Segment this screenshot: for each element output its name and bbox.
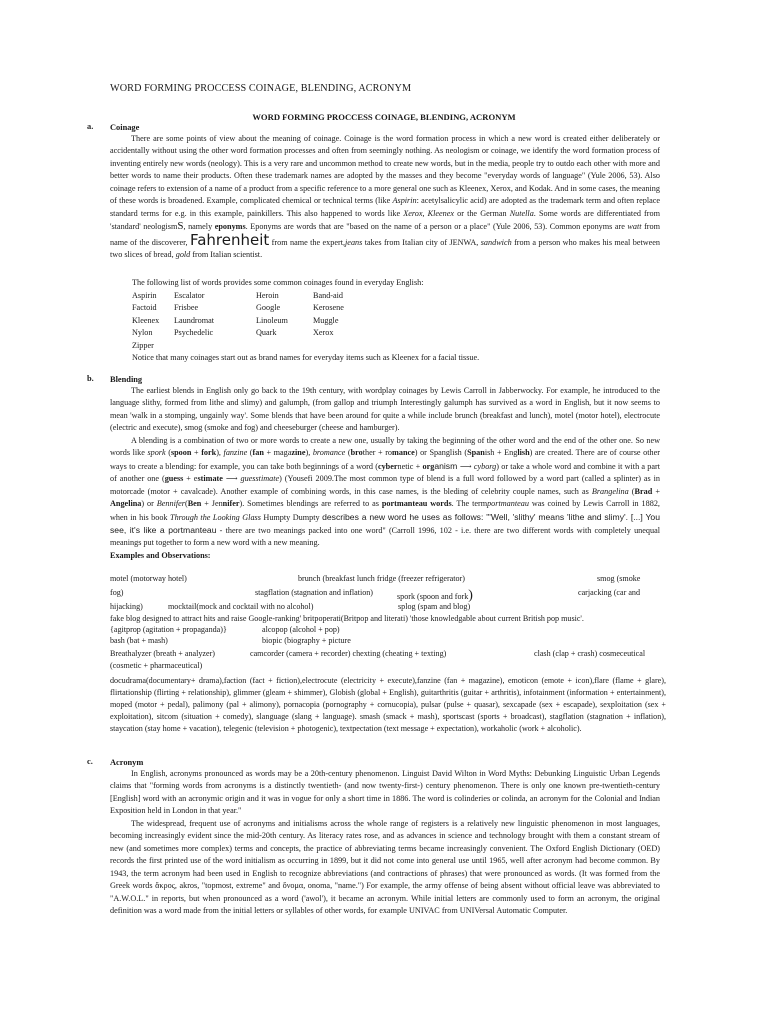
arrow-icon: ⟶ bbox=[459, 461, 472, 471]
coinage-list-intro: The following list of words provides some common coinages found in everyday English: bbox=[132, 278, 424, 287]
list-cell: Frisbee bbox=[174, 303, 199, 312]
text: ἄκρος bbox=[155, 881, 175, 891]
blending-paragraphs bbox=[110, 385, 660, 562]
text: cyber bbox=[377, 461, 398, 471]
text: fan bbox=[252, 448, 264, 458]
text: was coined by Lewis Carroll in 1882, when in his book bbox=[110, 499, 660, 522]
text: There are some points of view about the meaning of coinage. Coinage is the word formation process in which a new word is created either deliberately or accidentally without using the other word formation processes and often from seemingly nothing. As neologism or coinage, we identify the word formation process of inventing entirely new words (neology). This is a very rare and uncommon method to create new words, but in the media, people try to outdo each other with more and better words to name their products. Often these trademark names are adopted by the masses and they become "everyday words of language" (Yule 2006, 53). Also coinage refers to extension of a name of a product from a specific reference to a more general one such as Kleenex, Xerox, and Kodak. And in some cases, the meaning of these words is broadened. Example, complicated chemical or technical terms (like bbox=[110, 134, 660, 206]
text: , onoma, "name.") For example, the army offense of being absent without official leave was abbreviated to "A.W.O.L." in reports, but when pronounced as a word ('awol'), it became an acronym. While initial letters are commonly used to form an acronym, the original definition was a word made from the initial letters or syllables of other words, for example UNIVAC from UNIVersal Automatic Computer. bbox=[110, 881, 660, 915]
list-cell: Psychedelic bbox=[174, 328, 214, 337]
text: Aspirin bbox=[392, 196, 417, 206]
text: , namely bbox=[183, 222, 215, 232]
text: Through the Looking Glass bbox=[170, 512, 261, 522]
list-cell: Muggle bbox=[313, 315, 339, 325]
text: fork bbox=[201, 448, 217, 458]
list-cell: Band-aid bbox=[313, 290, 344, 300]
text: zine bbox=[291, 448, 306, 458]
text: guess bbox=[164, 474, 184, 484]
example-mocktail: mocktail(mock and cocktail with no alcohol) bbox=[168, 602, 314, 611]
example-motel: motel (motorway hotel) bbox=[110, 574, 187, 583]
text: Examples and Observations: bbox=[110, 550, 211, 560]
text: lish bbox=[517, 448, 530, 458]
text: ( bbox=[165, 448, 171, 458]
text: Bennifer bbox=[156, 499, 185, 509]
example-camcorder: camcorder (camera + recorder) chexting (cheating + texting) bbox=[250, 649, 447, 658]
text: eponyms bbox=[214, 222, 246, 232]
text: watt bbox=[627, 222, 642, 232]
text: portmanteau bbox=[487, 499, 529, 509]
section-letter-b: b. bbox=[87, 374, 94, 383]
text: . The term bbox=[451, 499, 488, 509]
text: Brad bbox=[634, 486, 653, 496]
text: ( bbox=[247, 448, 253, 458]
examples-heading bbox=[110, 550, 660, 562]
example-fog: fog) bbox=[110, 588, 124, 597]
text: S bbox=[177, 220, 184, 233]
text: mance bbox=[392, 448, 415, 458]
text: , akros, "topmost, extreme" and bbox=[174, 881, 283, 891]
text: - there are two meanings packed into one word" (Carroll 1996, 102 - i.e. there are two different words with completely unequal meanings put together to form a new word with a new meaning. bbox=[110, 525, 660, 548]
list-cell: Kerosene bbox=[313, 303, 344, 312]
example-bash: bash (bat + mash) bbox=[110, 636, 168, 645]
example-smog: smog (smoke bbox=[597, 574, 641, 583]
example-cosmetic: (cosmetic + pharmaceutical) bbox=[110, 661, 203, 670]
example-docu-block: docudrama(documentary+ drama),faction (fact + fiction),electrocute (electricity + execute),fanzine (fan + magazine), emoticon (emote + icon),flare (flame + glare), flirtationship (flirting + relationship), glimmer (gleam + shimmer), Globish (global + English), guitarthritis (guitar + arthritis), infotainment (information + entertainment), moped (motor + pedal), palimony (pal + alimony), pornacopia (pornography + cornucopia), pulsar (pulse + quasar), sexcapade (sex + escapade), sexploitation (sex + exploitation), sitcom (situation + comedy), slanguage (slang + language). smash (smack + mash), sportscast (sports + broadcast), stagflation (stagnation + inflation), staycation (stay home + vacation), telegenic (television + photogenic), textpectation (text message + expectation), workaholic (work + alcoholic). bbox=[110, 676, 666, 734]
example-hijacking: hijacking) bbox=[110, 602, 143, 611]
text: from name the expert, bbox=[269, 237, 346, 247]
text: spork bbox=[147, 448, 166, 458]
text: from a person who makes his meal between two slices of bread, bbox=[110, 237, 661, 260]
text: + Jen bbox=[201, 499, 223, 509]
list-cell: Heroin bbox=[256, 290, 279, 300]
text: or the German bbox=[454, 208, 510, 218]
list-cell: Zipper bbox=[132, 340, 154, 350]
example-breathalyzer: Breathalyzer (breath + analyzer) bbox=[110, 649, 215, 658]
section-letter-c: c. bbox=[87, 757, 93, 766]
text: takes from Italian city of JENWA, bbox=[362, 237, 481, 247]
list-cell: Factoid bbox=[132, 303, 157, 312]
list-cell: Nylon bbox=[132, 328, 153, 337]
coinage-notice: Notice that many coinages start out as brand names for everyday items such as Kleenex for a facial tissue. bbox=[132, 353, 480, 362]
text: ish + Eng bbox=[484, 448, 518, 458]
text: from name of the discoverer, bbox=[110, 222, 660, 247]
text: + maga bbox=[263, 448, 292, 458]
text: from Italian scientist. bbox=[190, 250, 263, 260]
text: + e bbox=[183, 474, 198, 484]
text: ther + ro bbox=[362, 448, 393, 458]
text: ( bbox=[345, 448, 351, 458]
coinage-heading: Coinage bbox=[110, 123, 140, 132]
text: Fahrenheit bbox=[189, 230, 270, 249]
text: Ben bbox=[187, 499, 202, 509]
text: guesstimate bbox=[240, 474, 280, 484]
coinage-list-row bbox=[132, 340, 479, 353]
text: A blending is a combination of two or more words to create a new one, usually by taking the beginning of the other word and the end of the other one. So new words like bbox=[110, 435, 660, 458]
example-carjacking: carjacking (car and bbox=[578, 588, 641, 597]
text: netic + bbox=[397, 461, 423, 471]
example-brunch: brunch (breakfast lunch fridge (freezer refrigerator) bbox=[298, 574, 465, 583]
text: cyborg bbox=[471, 461, 497, 471]
example-clash: clash (clap + crash) cosmeceutical bbox=[534, 649, 646, 658]
coinage-list-row bbox=[132, 327, 479, 340]
text: gold bbox=[175, 250, 191, 260]
text: ), bbox=[305, 448, 313, 458]
text: describes a new word he uses as follows: "'Well, 'slithy' means 'lithe and slimy'. [...] You see, it's like a portmanteau bbox=[110, 511, 660, 535]
list-cell: Xerox bbox=[313, 328, 334, 337]
blending-heading: Blending bbox=[110, 375, 143, 384]
text: ⟶ bbox=[222, 474, 241, 484]
example-splog: splog (spam and blog) bbox=[398, 602, 471, 611]
text: + bbox=[191, 448, 202, 458]
text: ( bbox=[184, 499, 188, 509]
text: ὄνομα bbox=[282, 881, 304, 891]
list-cell: Escalator bbox=[174, 290, 205, 300]
example-agitprop: {agitprop (agitation + propaganda)} bbox=[110, 625, 227, 634]
acronym-paragraph-2 bbox=[110, 818, 660, 918]
acronym-paragraphs bbox=[110, 768, 660, 917]
coinage-list-row bbox=[132, 315, 479, 328]
text: ), bbox=[216, 448, 224, 458]
text: Brangelina bbox=[591, 486, 629, 496]
text: + bbox=[652, 486, 660, 496]
text: Humpty Dumpty bbox=[260, 512, 323, 522]
text: jeans bbox=[345, 237, 363, 247]
text: stimate bbox=[197, 474, 223, 484]
coinage-paragraph bbox=[110, 133, 660, 262]
list-cell: Google bbox=[256, 303, 281, 312]
text: Xerox, Kleenex bbox=[403, 208, 454, 218]
coinage-list bbox=[132, 277, 479, 365]
list-cell: Linoleum bbox=[256, 315, 288, 325]
coinage-list-row bbox=[132, 302, 479, 315]
document-title: WORD FORMING PROCCESS COINAGE, BLENDING, ACRONYM bbox=[110, 83, 412, 94]
text: ). Sometimes blendings are referred to as bbox=[239, 499, 382, 509]
text: nifer bbox=[222, 499, 240, 509]
example-biopic: biopic (biography + picture bbox=[262, 636, 351, 645]
text: : acetylsalicylic acid) are adopted as the trademark term and often replace standard terms for e.g. in this example, painkillers. This also happened to words like bbox=[110, 196, 661, 218]
text: Angelina bbox=[110, 499, 142, 509]
text: spoon bbox=[170, 448, 192, 458]
blending-paragraph-2 bbox=[110, 435, 660, 550]
text: The widespread, frequent use of acronyms and initialisms across the whole range of registers is a relatively new linguistic phenomenon in most languages, becoming increasingly evident since the mid-20th century. As literacy rates rose, and as advances in science and technology brought with them a constant stream of new (and sometimes more complex) terms and concepts, the practice of abbreviating terms became increasingly convenient. The Oxford English Dictionary (OED) records the first printed use of the word initialism as occurring in 1899, but it did not come into general use until 1965, well after acronym had become common. By 1943, the term acronym had been used in English to recognize abbreviations (and contractions of phrases) that were pronounced as words. (It was formed from the Greek words bbox=[110, 818, 660, 891]
list-cell: Laundromat bbox=[174, 315, 215, 325]
section-letter-a: a. bbox=[87, 122, 94, 131]
example-stagflation: stagflation (stagnation and inflation) bbox=[255, 588, 374, 597]
text: portmanteau words bbox=[381, 499, 452, 509]
text: . Eponyms are words that are "based on the name of a person or a place" (Yule 2006, 53). Common eponyms are bbox=[245, 222, 628, 232]
text: ( bbox=[628, 486, 635, 496]
text: ) (Yousefi 2009.The most common type of blend is a full word followed by a word part (called a splinter) as in motorcade (motor + cavalcade). Another example of combining words, in this case names, is the bleding of celebrity couple names, such as bbox=[110, 474, 660, 496]
coinage-list-row bbox=[132, 290, 479, 303]
centered-heading: WORD FORMING PROCCESS COINAGE, BLENDING, ACRONYM bbox=[252, 112, 516, 122]
acronym-paragraph-1: In English, acronyms pronounced as words may be a 20th-century phenomenon. Linguist David Wilton in Word Myths: Debunking Linguistic Urban Legends claims that "forming words from acronyms is a distinctly twentieth- (and now twenty-first-) century phenomenon. There is only one known pre-twentieth-century [English] word with an acronymic origin and it was in vogue for only a short time in 1886. The word is colinderies or colinda, an acronym for the Colonial and Indian Exposition held in London in that year." bbox=[110, 769, 660, 816]
text: fanzine bbox=[223, 448, 248, 458]
example-alcopop: alcopop (alcohol + pop) bbox=[262, 625, 340, 634]
text: ) bbox=[468, 588, 473, 603]
text: ) or Spanglish ( bbox=[414, 448, 468, 458]
list-cell: Aspirin bbox=[132, 290, 157, 300]
text: bromance bbox=[312, 448, 346, 458]
list-cell: Kleenex bbox=[132, 315, 160, 325]
text: Span bbox=[467, 448, 485, 458]
text: ) are created. There are of course other ways to create a blending: for example, you can take both beginnings of a word ( bbox=[110, 448, 660, 471]
text: anism bbox=[434, 460, 460, 471]
text: bro bbox=[350, 448, 363, 458]
text: spork (spoon and fork bbox=[397, 592, 469, 601]
acronym-heading: Acronym bbox=[110, 758, 144, 767]
text: . Some words are differentiated from 'standard' neologism bbox=[110, 208, 660, 232]
example-fake-blog: fake blog designed to attract hits and raise Google-ranking' britpoperati(Britpop and literati) 'those knowledgable about current British pop music'. bbox=[110, 614, 584, 623]
text: ) or bbox=[141, 499, 157, 509]
text: Nutella bbox=[509, 208, 534, 218]
text: ) or take a whole word and combine it with a part of another one ( bbox=[110, 461, 661, 484]
list-cell: Quark bbox=[256, 328, 277, 337]
text: sandwich bbox=[480, 237, 512, 247]
text: org bbox=[422, 461, 435, 471]
blending-paragraph-1: The earliest blends in English only go back to the 19th century, with wordplay coinages by Lewis Carroll in Jabberwocky. For example, he introduced to the language slithy, formed from lithe and slimy) and galumph, (from gallop and triumph Interestingly galumph has survived as a word in English, but it now seems to mean 'walk in a stomping, ungainly way'. Some blends that have been around for quite a while include brunch (breakfast and lunch), motel (motor hotel), electrocute (electric and execute), smog (smoke and fog) and cheeseburger (cheese and hamburger). bbox=[110, 386, 660, 433]
